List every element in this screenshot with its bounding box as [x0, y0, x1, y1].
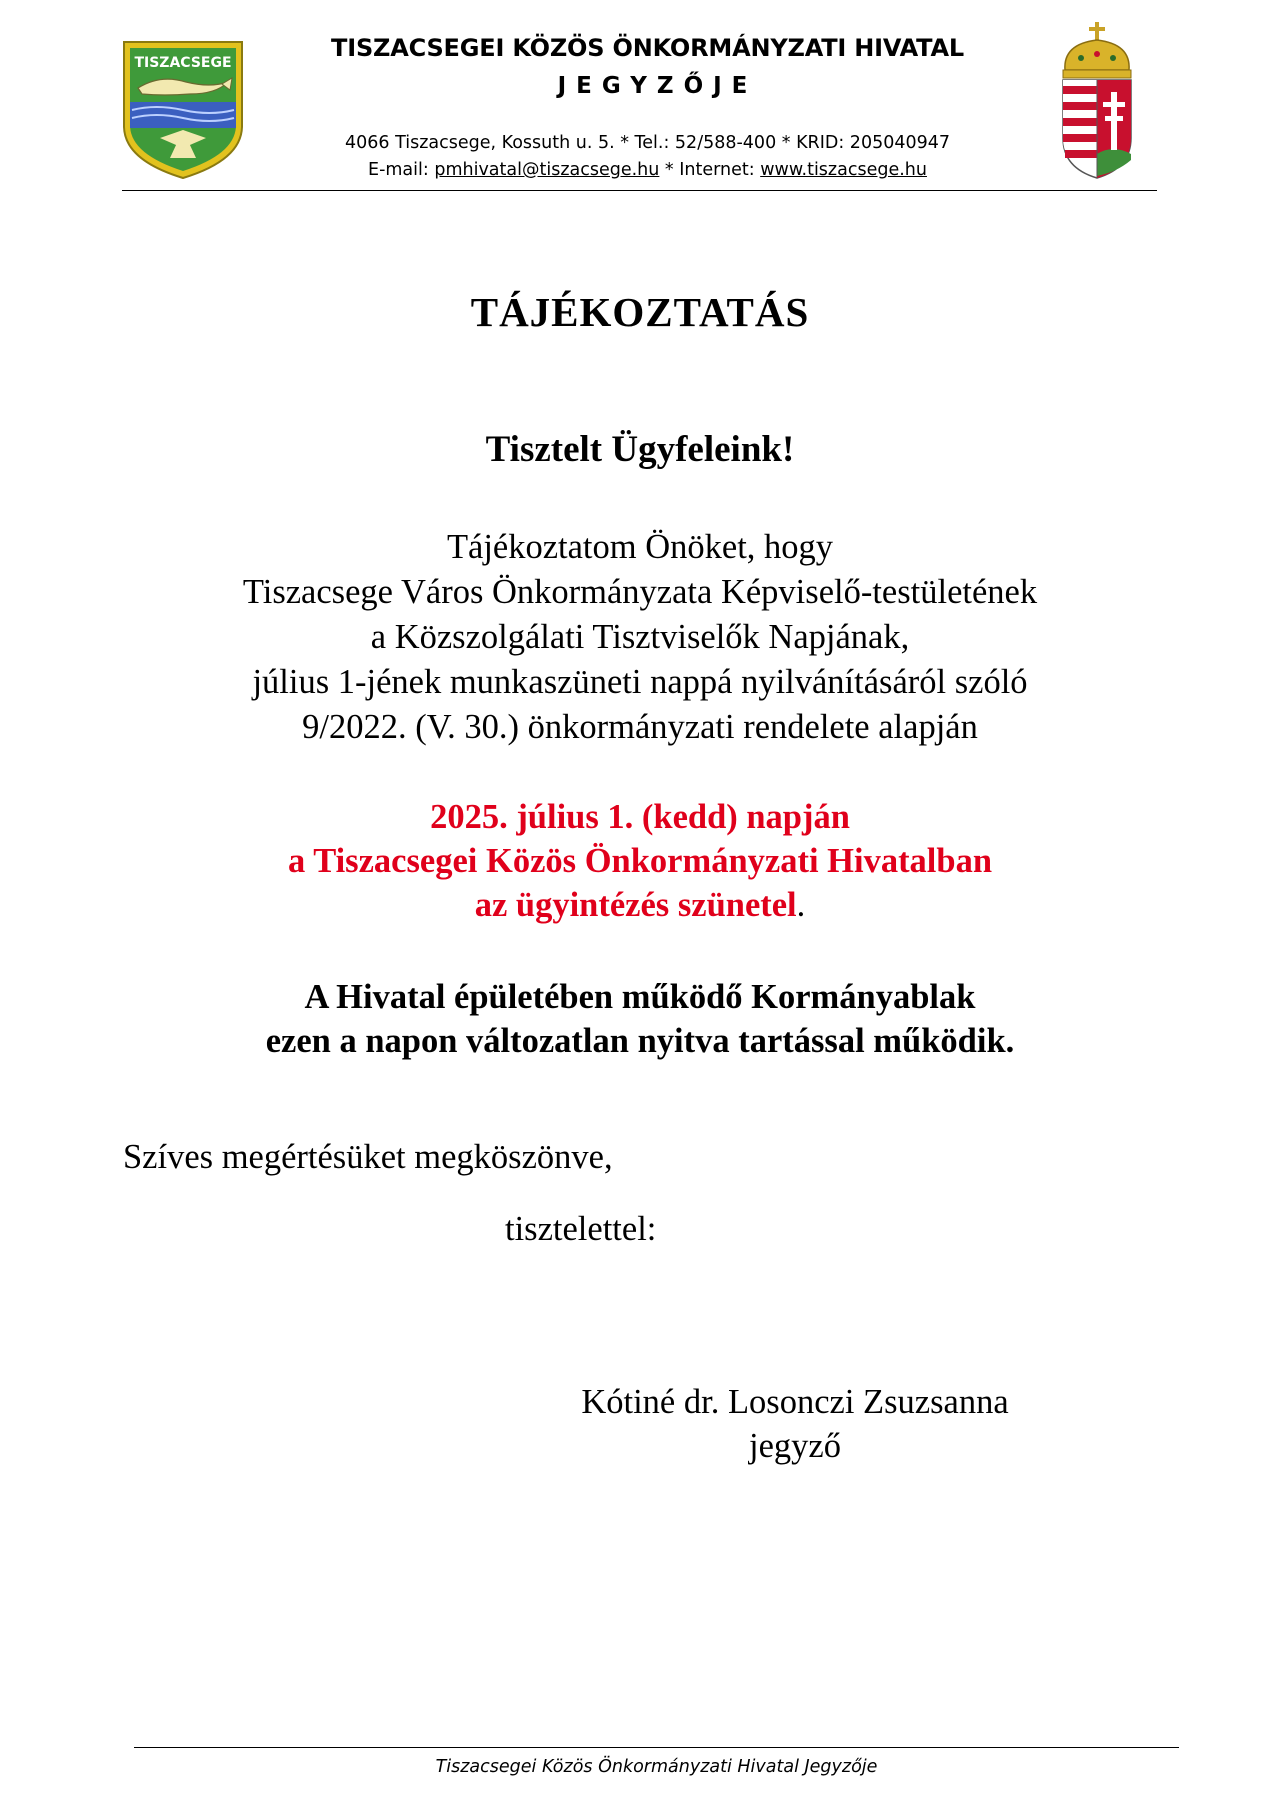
notice-line: 2025. július 1. (kedd) napján	[430, 798, 850, 836]
intro-line: július 1-jének munkaszüneti nappá nyilvánításáról szóló	[252, 663, 1028, 701]
notice-line: a Tiszacsegei Közös Önkormányzati Hivatalban	[287, 842, 993, 880]
intro-paragraph	[60, 525, 1220, 750]
tiszacsege-town-crest	[120, 38, 246, 182]
internet-label: * Internet:	[659, 160, 761, 180]
government-window-notice	[60, 975, 1220, 1063]
closing-line: Szíves megértésüket megköszönve,	[123, 1138, 613, 1176]
website-link[interactable]: www.tiszacsege.hu	[760, 160, 927, 180]
greeting: Tisztelt Ügyfeleink!	[485, 429, 795, 470]
regards-line: tisztelettel:	[505, 1210, 657, 1248]
government-line: ezen a napon változatlan nyitva tartással működik.	[265, 1022, 1015, 1060]
government-line: A Hivatal épületében működő Kormányablak	[304, 978, 976, 1016]
intro-line: Tájékoztatom Önöket, hogy	[446, 528, 834, 566]
organization-name: TISZACSEGEI KÖZÖS ÖNKORMÁNYZATI HIVATAL	[331, 34, 964, 62]
header-divider	[122, 190, 1157, 191]
signatory-title: jegyző	[749, 1427, 841, 1465]
signature-block	[555, 1380, 1035, 1468]
hungarian-coat-of-arms-icon	[1055, 20, 1139, 180]
intro-line: a Közszolgálati Tisztviselők Napjának,	[370, 618, 910, 656]
document-title: TÁJÉKOZTATÁS	[470, 289, 810, 335]
closure-notice	[60, 795, 1220, 927]
organization-address: 4066 Tiszacsege, Kossuth u. 5. * Tel.: 52/588-400 * KRID: 205040947	[344, 133, 951, 153]
notice-line-text: az ügyintézés szünetel	[474, 886, 797, 924]
email-link[interactable]: pmhivatal@tiszacsege.hu	[434, 160, 660, 180]
svg-text:TISZACSEGE: TISZACSEGE	[134, 55, 232, 71]
intro-line: 9/2022. (V. 30.) önkormányzati rendelete alapján	[302, 708, 978, 746]
notice-line	[60, 883, 1220, 927]
footer-divider	[134, 1747, 1179, 1748]
notice-period: .	[796, 886, 806, 924]
intro-line: Tiszacsege Város Önkormányzata Képviselő-testületének	[242, 573, 1038, 611]
organization-subtitle: JEGYZŐJE	[557, 73, 758, 99]
organization-contact	[250, 160, 1045, 180]
footer-text: Tiszacsegei Közös Önkormányzati Hivatal Jegyzője	[435, 1757, 878, 1777]
email-label: E-mail:	[368, 160, 435, 180]
signatory-name: Kótiné dr. Losonczi Zsuzsanna	[581, 1383, 1009, 1421]
